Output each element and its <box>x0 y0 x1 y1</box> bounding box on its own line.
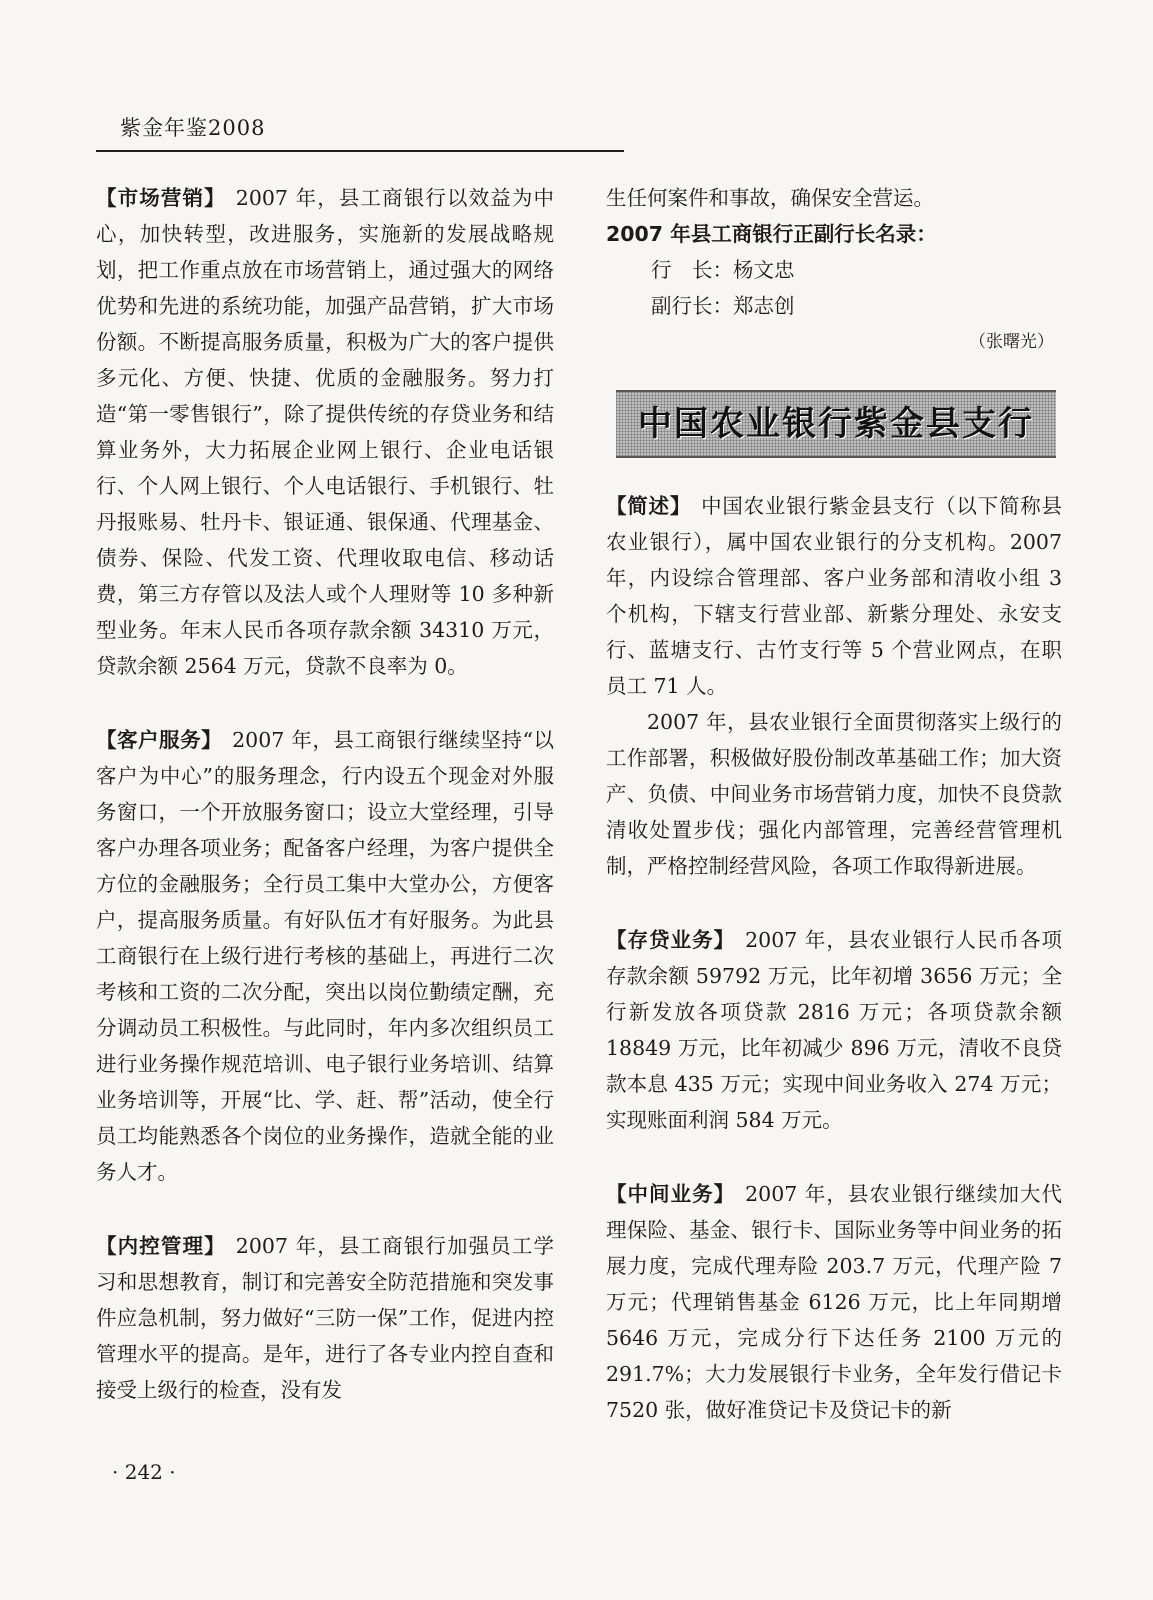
header-rule <box>96 150 624 152</box>
overview-heading: 【简述】 <box>606 494 692 518</box>
overview-section <box>606 488 1062 704</box>
control-heading: 【内控管理】 <box>96 1234 226 1258</box>
page-number: · 242 · <box>112 1460 176 1484</box>
deposit-section <box>606 922 1062 1138</box>
intermediate-section <box>606 1176 1062 1428</box>
roster-vice-president: 副行长：郑志创 <box>651 294 795 318</box>
overview-text: 中国农业银行紫金县支行（以下简称县农业银行），属中国农业银行的分支机构。2007 年，内设综合管理部、客户业务部和清收小组 3 个机构，下辖支行营业部、新紫分理处、永安支行、蓝塘支行、古竹支行等 5 个营业网点，在职员工 71 人。 <box>606 494 1063 698</box>
market-section <box>96 180 554 684</box>
roster-title: 2007 年县工商银行正副行长名录： <box>606 222 937 246</box>
roster-president: 行 长：杨文忠 <box>651 258 795 282</box>
control-section <box>96 1228 554 1408</box>
overview-text-2: 2007 年，县农业银行全面贯彻落实上级行的工作部署，积极做好股份制改革基础工作；加大资产、负债、中间业务市场营销力度，加快不良贷款清收处置步伐；强化内部管理，完善经营管理机制，严格控制经营风险，各项工作取得新进展。 <box>606 710 1062 878</box>
customer-heading: 【客户服务】 <box>96 728 223 752</box>
section-title: 中国农业银行紫金县支行 <box>638 404 1034 444</box>
left-column <box>96 180 554 1408</box>
market-text: 2007 年，县工商银行以效益为中心，加快转型，改进服务，实施新的发展战略规划，把工作重点放在市场营销上，通过强大的网络优势和先进的系统功能，加强产品营销，扩大市场份额。不断提高服务质量，积极为广大的客户提供多元化、方便、快捷、优质的金融服务。努力打造“第一零售银行”，除了提供传统的存贷业务和结算业务外，大力拓展企业网上银行、企业电话银行、个人网上银行、个人电话银行、手机银行、牡丹报账易、牡丹卡、银证通、银保通、代理基金、债券、保险、代发工资、代理收取电信、移动话费，第三方存管以及法人或个人理财等 10 多种新型业务。年末人民币各项存款余额 34310 万元，贷款余额 2564 万元，贷款不良率为 0。 <box>96 186 555 678</box>
author-byline: （张曙光） <box>969 332 1054 352</box>
right-column <box>606 180 1062 1428</box>
intermediate-text: 2007 年，县农业银行继续加大代理保险、基金、银行卡、国际业务等中间业务的拓展力度，完成代理寿险 203.7 万元，代理产险 7 万元；代理销售基金 6126 万元，比上年同期增 5646 万元，完成分行下达任务 2100 万元的 291.7%；大力发展银行卡业务，全年发行借记卡 7520 张，做好准贷记卡及贷记卡的新 <box>606 1182 1063 1422</box>
control-text: 2007 年，县工商银行加强员工学习和思想教育，制订和完善安全防范措施和突发事件应急机制，努力做好“三防一保”工作，促进内控管理水平的提高。是年，进行了各专业内控自查和接受上级行的检查，没有发 <box>96 1234 555 1402</box>
intermediate-heading: 【中间业务】 <box>606 1182 736 1206</box>
running-header: 紫金年鉴2008 <box>120 116 266 140</box>
market-heading: 【市场营销】 <box>96 186 226 210</box>
section-banner <box>616 390 1056 458</box>
customer-section <box>96 722 554 1190</box>
deposit-heading: 【存贷业务】 <box>606 928 736 952</box>
deposit-text: 2007 年，县农业银行人民币各项存款余额 59792 万元，比年初增 3656 万元；全行新发放各项贷款 2816 万元；各项贷款余额 18849 万元，比年初减少 896 万元，清收不良贷款本息 435 万元；实现中间业务收入 274 万元；实现账面利润 584 万元。 <box>606 928 1063 1132</box>
continuation-text: 生任何案件和事故，确保安全营运。 <box>606 186 934 210</box>
customer-text: 2007 年，县工商银行继续坚持“以客户为中心”的服务理念，行内设五个现金对外服务窗口，一个开放服务窗口；设立大堂经理，引导客户办理各项业务；配备客户经理，为客户提供全方位的金融服务；全行员工集中大堂办公，方便客户，提高服务质量。有好队伍才有好服务。为此县工商银行在上级行进行考核的基础上，再进行二次考核和工资的二次分配，突出以岗位勤绩定酬，充分调动员工积极性。与此同时，年内多次组织员工进行业务操作规范培训、电子银行业务培训、结算业务培训等，开展“比、学、赶、帮”活动，使全行员工均能熟悉各个岗位的业务操作，造就全能的业务人才。 <box>96 728 555 1184</box>
